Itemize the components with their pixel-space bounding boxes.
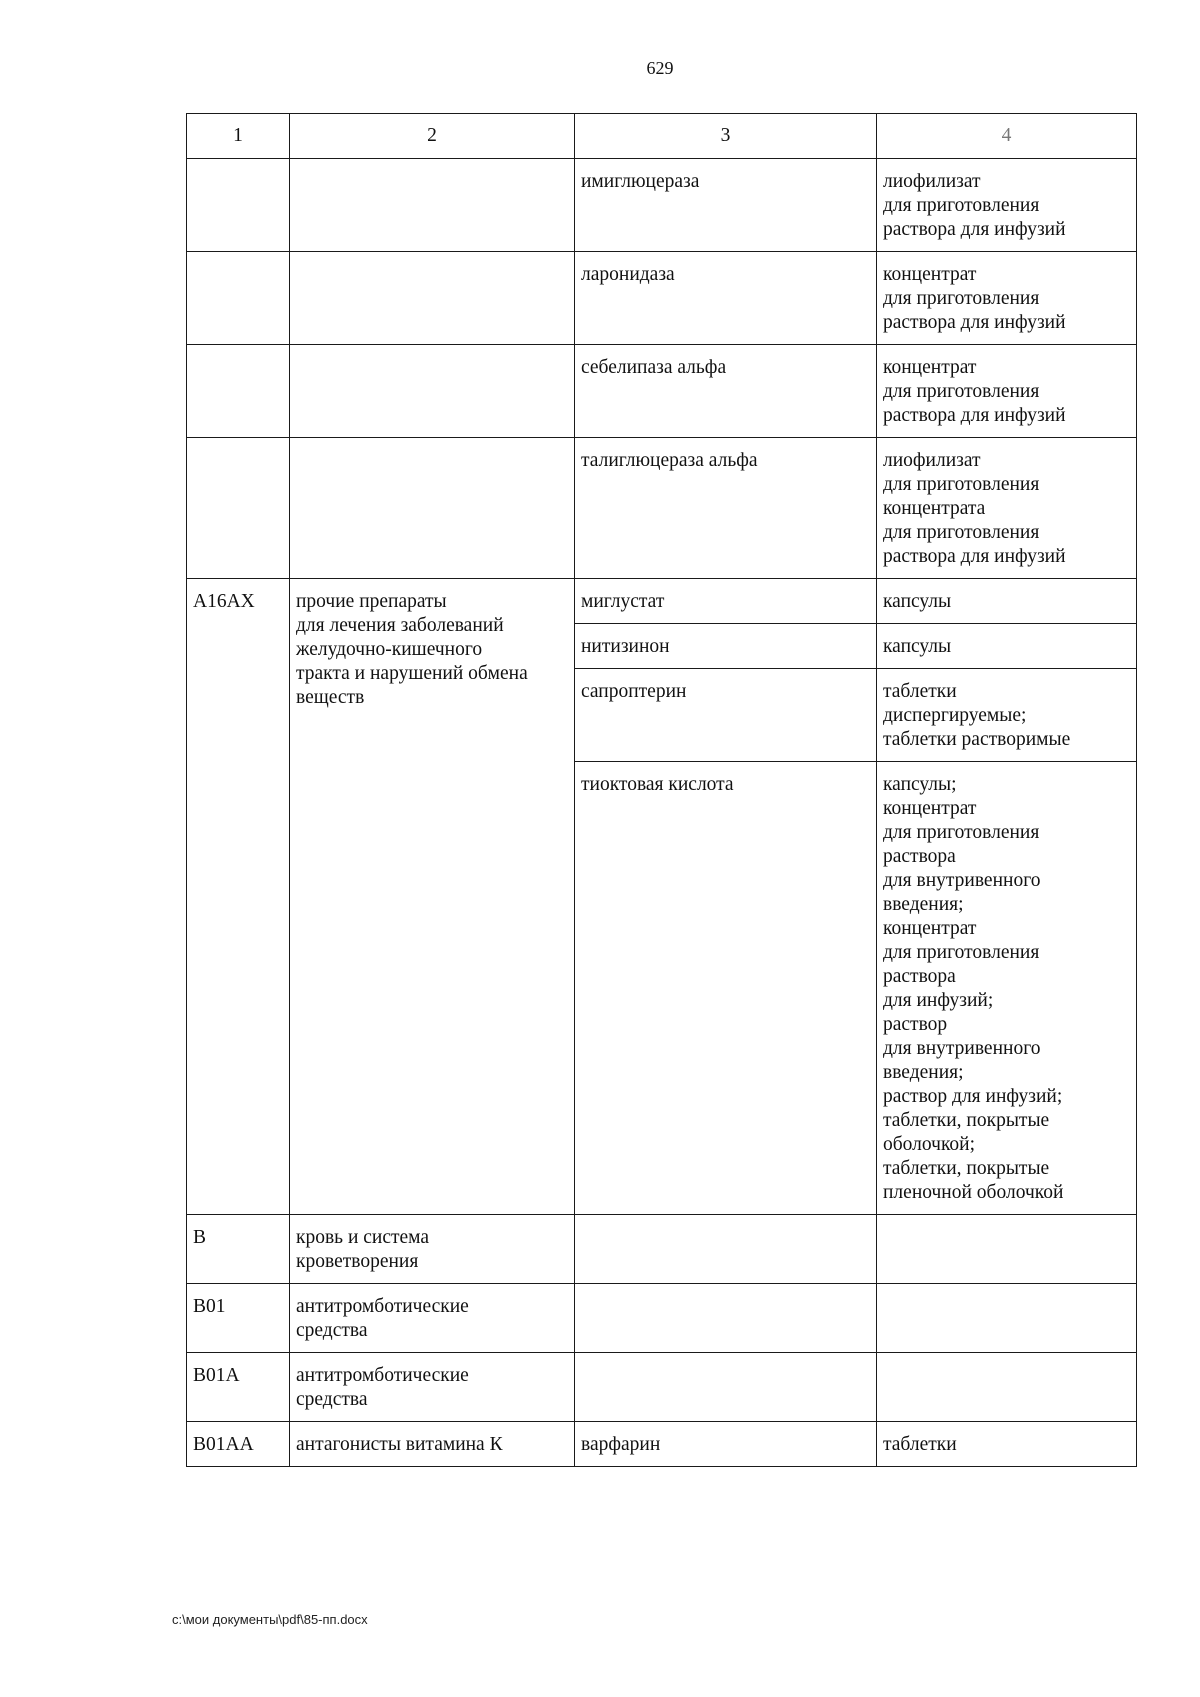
group-cell: антагонисты витамина К (290, 1422, 575, 1467)
table-row (187, 1353, 1137, 1422)
atc-code-cell (187, 252, 290, 345)
atc-code-cell: B (187, 1215, 290, 1284)
atc-code-cell (187, 345, 290, 438)
page-number: 629 (646, 58, 674, 78)
column-header-1: 1 (187, 114, 290, 159)
dosage-form-cell: концентрат для приготовления раствора для инфузий (877, 252, 1137, 345)
atc-code-cell (187, 159, 290, 252)
column-header-3: 3 (575, 114, 877, 159)
table-row (187, 1422, 1137, 1467)
table-row (187, 159, 1137, 252)
atc-code-cell: B01A (187, 1353, 290, 1422)
column-header-4: 4 (877, 114, 1137, 159)
drug-list-table (186, 113, 1137, 1467)
substance-cell: имиглюцераза (575, 159, 877, 252)
table-row (187, 579, 1137, 624)
dosage-form-cell (877, 1353, 1137, 1422)
column-header-2: 2 (290, 114, 575, 159)
group-cell (290, 252, 575, 345)
atc-code-cell: B01AA (187, 1422, 290, 1467)
substance-cell: себелипаза альфа (575, 345, 877, 438)
document-file-path: c:\мои документы\pdf\85-пп.docx (172, 1612, 368, 1627)
substance-cell: нитизинон (575, 624, 877, 669)
dosage-form-cell (877, 1215, 1137, 1284)
dosage-form-cell: лиофилизат для приготовления концентрата для приготовления раствора для инфузий (877, 438, 1137, 579)
atc-code-cell: B01 (187, 1284, 290, 1353)
substance-cell (575, 1353, 877, 1422)
dosage-form-cell: лиофилизат для приготовления раствора для инфузий (877, 159, 1137, 252)
group-cell (290, 345, 575, 438)
substance-cell: тиоктовая кислота (575, 762, 877, 1215)
dosage-form-cell: таблетки диспергируемые; таблетки растворимые (877, 669, 1137, 762)
table-row (187, 252, 1137, 345)
table-row (187, 1215, 1137, 1284)
substance-cell: сапроптерин (575, 669, 877, 762)
substance-cell (575, 1215, 877, 1284)
atc-code-cell: A16AX (187, 579, 290, 1215)
table-header-row (187, 114, 1137, 159)
substance-cell: варфарин (575, 1422, 877, 1467)
table-row (187, 345, 1137, 438)
substance-cell: талиглюцераза альфа (575, 438, 877, 579)
dosage-form-cell: таблетки (877, 1422, 1137, 1467)
substance-cell: ларонидаза (575, 252, 877, 345)
substance-cell (575, 1284, 877, 1353)
atc-code-cell (187, 438, 290, 579)
group-cell (290, 438, 575, 579)
group-cell (290, 159, 575, 252)
group-cell: прочие препараты для лечения заболеваний желудочно-кишечного тракта и нарушений обмена веществ (290, 579, 575, 1215)
group-cell: кровь и система кроветворения (290, 1215, 575, 1284)
dosage-form-cell: капсулы (877, 624, 1137, 669)
substance-cell: миглустат (575, 579, 877, 624)
table-row (187, 1284, 1137, 1353)
dosage-form-cell: капсулы; концентрат для приготовления раствора для внутривенного введения; концентрат для приготовления раствора для инфузий; раствор для внутривенного введения; раствор для инфузий; таблетки, покрытые оболочкой; таблетки, покрытые пленочной оболочкой (877, 762, 1137, 1215)
dosage-form-cell (877, 1284, 1137, 1353)
table-row (187, 438, 1137, 579)
group-cell: антитромботические средства (290, 1353, 575, 1422)
dosage-form-cell: концентрат для приготовления раствора для инфузий (877, 345, 1137, 438)
group-cell: антитромботические средства (290, 1284, 575, 1353)
dosage-form-cell: капсулы (877, 579, 1137, 624)
